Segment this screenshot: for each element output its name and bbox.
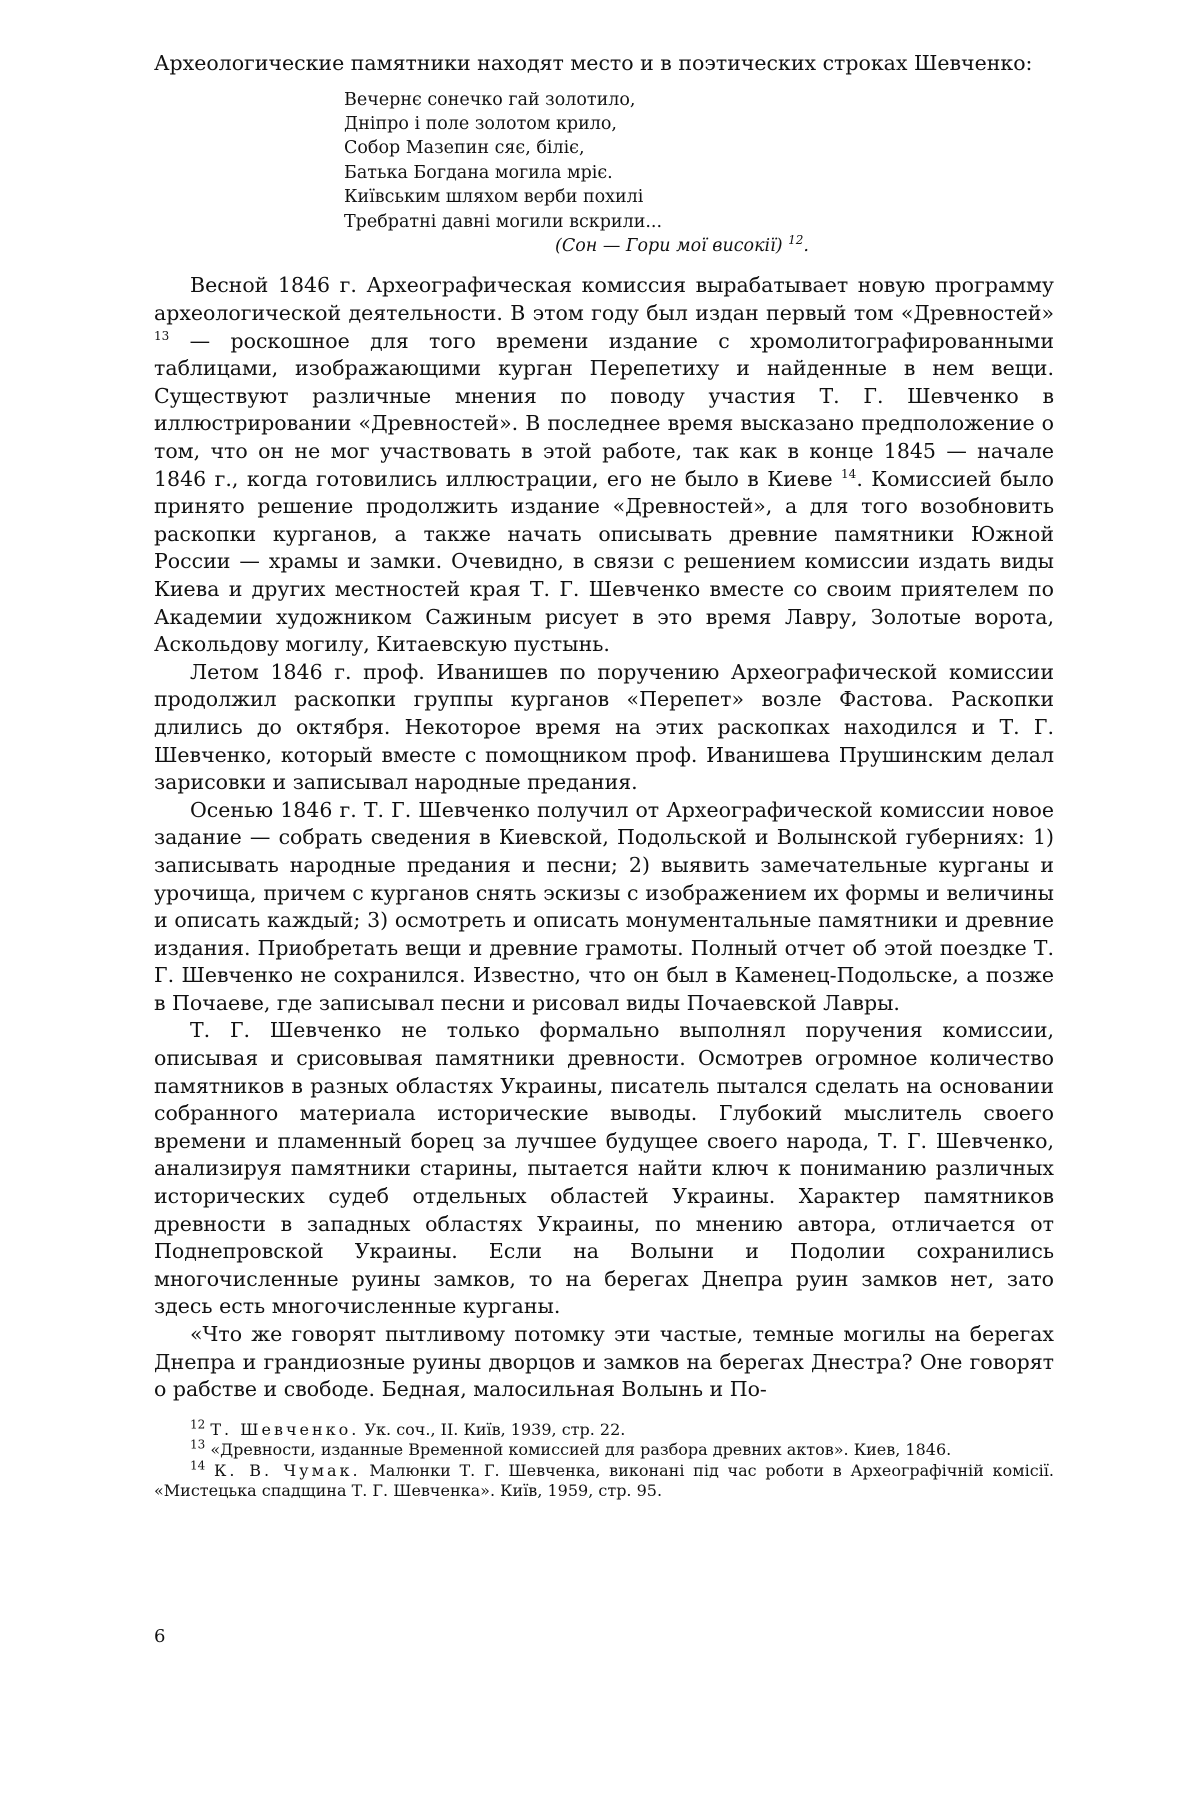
footnote-author: Т. Шевченко. [210,1419,360,1439]
footnote-ref[interactable]: 12 [788,233,804,248]
poem-line: Батька Богдана могила мріє. [344,162,613,183]
footnote-text: Ук. соч., II. Київ, 1939, стр. 22. [359,1419,626,1439]
footnote-ref[interactable]: 14 [841,466,857,481]
poem-source-text: (Сон — Гори мої високії) [555,236,783,257]
footnote [154,1458,1055,1502]
footnote [154,1437,1054,1461]
poem-line: Требратні давні могили вскрили... [344,211,663,232]
poem-source: (Сон — Гори мої високії) $^{12}$. [555,233,809,257]
footnotes [154,1417,1055,1502]
poem-line: Київським шляхом верби похилі [344,187,644,208]
footnote-author: К. В. Чумак. [214,1460,361,1480]
page-number: 6 [154,1626,166,1647]
footnote-ref[interactable]: 13 [154,328,170,343]
paragraph-text: — роскошное для того времени издание с хромолитографированными таблицами, изображающими курган Перепетиху и найденные в нем вещи. Существуют различные мнения по поводу участия Т. Г. Шевченко в иллюстрировании «Древностей». В последнее время высказано предположение о том, что он не мог участвовать в этой работе, так как в конце 1845 — начале 1846 г., когда готовились иллюстрации, его не было в Киеве [154,328,1054,491]
footnote [154,1417,1054,1441]
page-body [154,50,1054,1502]
footnote-text: Малюнки Т. Г. Шевченка, виконані під час роботи в Археографічній комісії. «Мистецька спадщина Т. Г. Шевченка». Київ, 1959, стр. 95. [154,1460,1055,1501]
poem-line: Дніпро і поле золотом крило, [344,114,617,134]
paragraph-text: Весной 1846 г. Археографическая комиссия вырабатывает новую программу археологической деятельности. В этом году был издан первый том «Древностей» [154,273,1054,326]
paragraph [154,272,1054,658]
footnote-number: 13 [190,1437,206,1452]
paragraph-text: . Комиссией было принято решение продолжить издание «Древностей», а для того возобновить раскопки курганов, а также начать описывать древние памятники Южной России — храмы и замки. Очевидно, в связи с решением комиссии издать виды Киева и других местностей края Т. Г. Шевченко вместе со своим приятелем по Академии художником Сажиным рисует в это время Лавру, Золотые ворота, Аскольдову могилу, Китаевскую пустынь. [154,466,1054,657]
poem-line: Вечернє сонечко гай золотило, [344,89,636,110]
paragraph: «Что же говорят пытливому потомку эти частые, темные могилы на берегах Днепра и грандиозные руины дворцов и замков на берегах Днестра? Оне говорят о рабстве и свободе. Бедная, малосильная Волынь и По- [154,1322,1054,1402]
footnote-text: «Древности, изданные Временной комиссией для разбора древних актов». Киев, 1846. [210,1440,952,1460]
intro-text: Археологические памятники находят место и в поэтических строках Шевченко: [154,51,1033,75]
poem-line: Собор Мазепин сяє, біліє, [344,138,585,159]
paragraph: Летом 1846 г. проф. Иванишев по поручению Археографической комиссии продолжил раскопки группы курганов «Перепет» возле Фастова. Раскопки длились до октября. Некоторое время на этих раскопках находился и Т. Г. Шевченко, который вместе с помощником проф. Иванишева Прушинским делал зарисовки и записывал народные предания. [154,659,1054,795]
footnote-number: 12 [190,1417,206,1432]
paragraph: Т. Г. Шевченко не только формально выполнял поручения комиссии, описывая и срисовывая памятники древности. Осмотрев огромное количество памятников в разных областях Украины, писатель пытался сделать на основании собранного материала исторические выводы. Глубокий мыслитель своего времени и пламенный борец за лучшее будущее своего народа, Т. Г. Шевченко, анализируя памятники старины, пытается найти ключ к пониманию различных исторических судеб отдельных областей Украины. Характер памятников древности в западных областях Украины, по мнению автора, отличается от Поднепровской Украины. Если на Волыни и Подолии сохранились многочисленные руины замков, то на берегах Днепра руин замков нет, зато здесь есть многочисленные курганы. [154,1018,1054,1319]
paragraph: Осенью 1846 г. Т. Г. Шевченко получил от Археографической комиссии новое задание — собрать сведения в Киевской, Подольской и Волынской губерниях: 1) записывать народные предания и песни; 2) выявить замечательные курганы и урочища, причем с курганов снять эскизы с изображением их формы и величины и описать каждый; 3) осмотреть и описать монументальные памятники и древние издания. Приобретать вещи и древние грамоты. Полный отчет об этой поездке Т. Г. Шевченко не сохранился. Известно, что он был в Каменец-Подольске, а позже в Почаеве, где записывал песни и рисовал виды Почаевской Лавры. [154,797,1054,1015]
footnote-number: 14 [190,1458,206,1473]
poem-quote [344,88,1054,259]
